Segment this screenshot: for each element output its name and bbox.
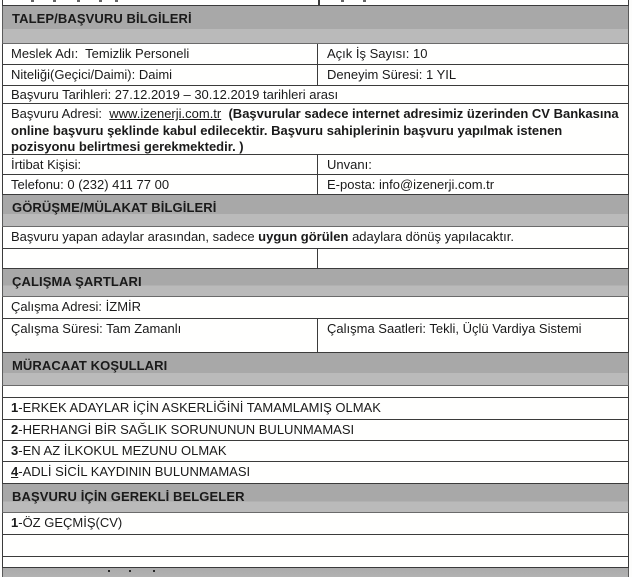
field-basvuru-adresi — [3, 104, 628, 156]
section-title: BAŞVURU İÇİN GEREKLİ BELGELER — [12, 489, 245, 504]
row-empty — [2, 557, 629, 568]
row-basvuru-tarihleri — [2, 86, 629, 104]
top-cropped-row — [2, 0, 629, 6]
row-kosul-2 — [2, 420, 629, 441]
kosul-text: -ADLİ SİCİL KAYDININ BULUNMAMASI — [18, 464, 251, 479]
kosul-text: -HERHANGİ BİR SAĞLIK SORUNUNUN BULUNMAMASI — [18, 422, 355, 437]
field-unvani: Unvanı: — [327, 157, 372, 172]
row-irtibat — [2, 155, 629, 175]
basvuru-adresi-note: (Başvurular sadece internet adresimiz üzerinden CV Bankasına online başvuru şeklinde kabul edilecektir. Başvuru sahiplerinin başvuru yapılmak istenen pozisyonu belirtmesi gerekmektedir. ) — [11, 106, 623, 154]
text-remnant — [53, 0, 56, 2]
section-header-belgeler — [2, 484, 629, 513]
kosul-num: 3 — [11, 443, 19, 458]
basvuru-adresi-label: Başvuru Adresi: — [11, 106, 110, 121]
text-remnant — [115, 0, 118, 2]
field-calisma-adresi: Çalışma Adresi: İZMİR — [11, 299, 142, 314]
text-remnant — [363, 0, 366, 2]
form-table — [2, 0, 629, 577]
row-gorusme-note — [2, 227, 629, 249]
text-remnant — [99, 0, 102, 2]
row-niteligi — [2, 65, 629, 86]
empty-cell — [318, 249, 628, 268]
field-telefonu: Telefonu: 0 (232) 411 77 00 — [3, 175, 318, 194]
top-row-divider — [318, 0, 320, 5]
section-header-talep — [2, 6, 629, 44]
row-kosul-1 — [2, 398, 629, 420]
field-eposta: E-posta: info@izenerji.com.tr — [327, 177, 495, 192]
field-deneyim-suresi: Deneyim Süresi: 1 YIL — [327, 67, 457, 82]
field-kosul-3 — [3, 441, 628, 459]
kosul-text: -EN AZ İLKOKUL MEZUNU OLMAK — [18, 443, 227, 458]
kosul-num: 4 — [11, 464, 19, 479]
belge-text: -ÖZ GEÇMİŞ(CV) — [18, 515, 123, 530]
text-remnant — [341, 0, 344, 2]
row-kosul-3 — [2, 441, 629, 462]
section-title: TALEP/BAŞVURU BİLGİLERİ — [12, 11, 192, 26]
text-remnant — [77, 0, 80, 2]
row-empty — [2, 535, 629, 557]
row-meslek — [2, 44, 629, 65]
row-empty-two-cell — [2, 249, 629, 269]
row-belge-1 — [2, 513, 629, 535]
field-calisma-suresi: Çalışma Süresi: Tam Zamanlı — [3, 319, 318, 352]
gorusme-note-post: adaylara dönüş yapılacaktır. — [348, 229, 514, 244]
row-calisma-adresi — [2, 297, 629, 319]
field-meslek-adi: Meslek Adı: Temizlik Personeli — [3, 44, 318, 64]
field-calisma-saatleri: Çalışma Saatleri: Tekli, Üçlü Vardiya Sistemi — [327, 321, 582, 336]
row-kosul-4 — [2, 462, 629, 484]
row-telefon — [2, 175, 629, 195]
field-kosul-2 — [3, 420, 628, 438]
row-basvuru-adresi — [2, 104, 629, 155]
section-title: MÜRACAAT KOŞULLARI — [12, 358, 168, 373]
kosul-text: -ERKEK ADAYLAR İÇİN ASKERLİĞİNİ TAMAMLAMIŞ OLMAK — [18, 400, 381, 415]
field-irtibat-kisisi: İrtibat Kişisi: — [3, 155, 318, 174]
section-header-gorusme — [2, 195, 629, 227]
text-remnant — [129, 570, 131, 572]
section-header-calisma — [2, 269, 629, 297]
field-kosul-4 — [3, 462, 628, 480]
field-kosul-1 — [3, 398, 628, 416]
belge-num: 1 — [11, 515, 19, 530]
kosul-num: 1 — [11, 400, 19, 415]
text-remnant — [108, 570, 110, 572]
section-header-muracaat — [2, 353, 629, 386]
gorusme-note-pre: Başvuru yapan adaylar arasından, sadece — [11, 229, 259, 244]
field-belge-1 — [3, 513, 628, 531]
gorusme-note-bold: uygun görülen — [258, 229, 349, 244]
row-calisma-suresi — [2, 319, 629, 353]
field-niteligi: Niteliği(Geçici/Daimi): Daimi — [3, 65, 318, 85]
row-spacer — [2, 386, 629, 398]
text-remnant — [31, 0, 34, 2]
bottom-cropped-header — [2, 568, 629, 577]
text-remnant — [153, 570, 155, 572]
field-gorusme-note — [3, 227, 628, 245]
kosul-num: 2 — [11, 422, 19, 437]
section-title: ÇALIŞMA ŞARTLARI — [12, 274, 142, 289]
section-title: GÖRÜŞME/MÜLAKAT BİLGİLERİ — [12, 200, 217, 215]
empty-cell — [3, 249, 318, 268]
basvuru-adresi-url: www.izenerji.com.tr — [109, 106, 222, 121]
field-acik-is-sayisi: Açık İş Sayısı: 10 — [327, 46, 428, 61]
field-basvuru-tarihleri: Başvuru Tarihleri: 27.12.2019 – 30.12.2019 tarihleri arası — [11, 87, 339, 102]
